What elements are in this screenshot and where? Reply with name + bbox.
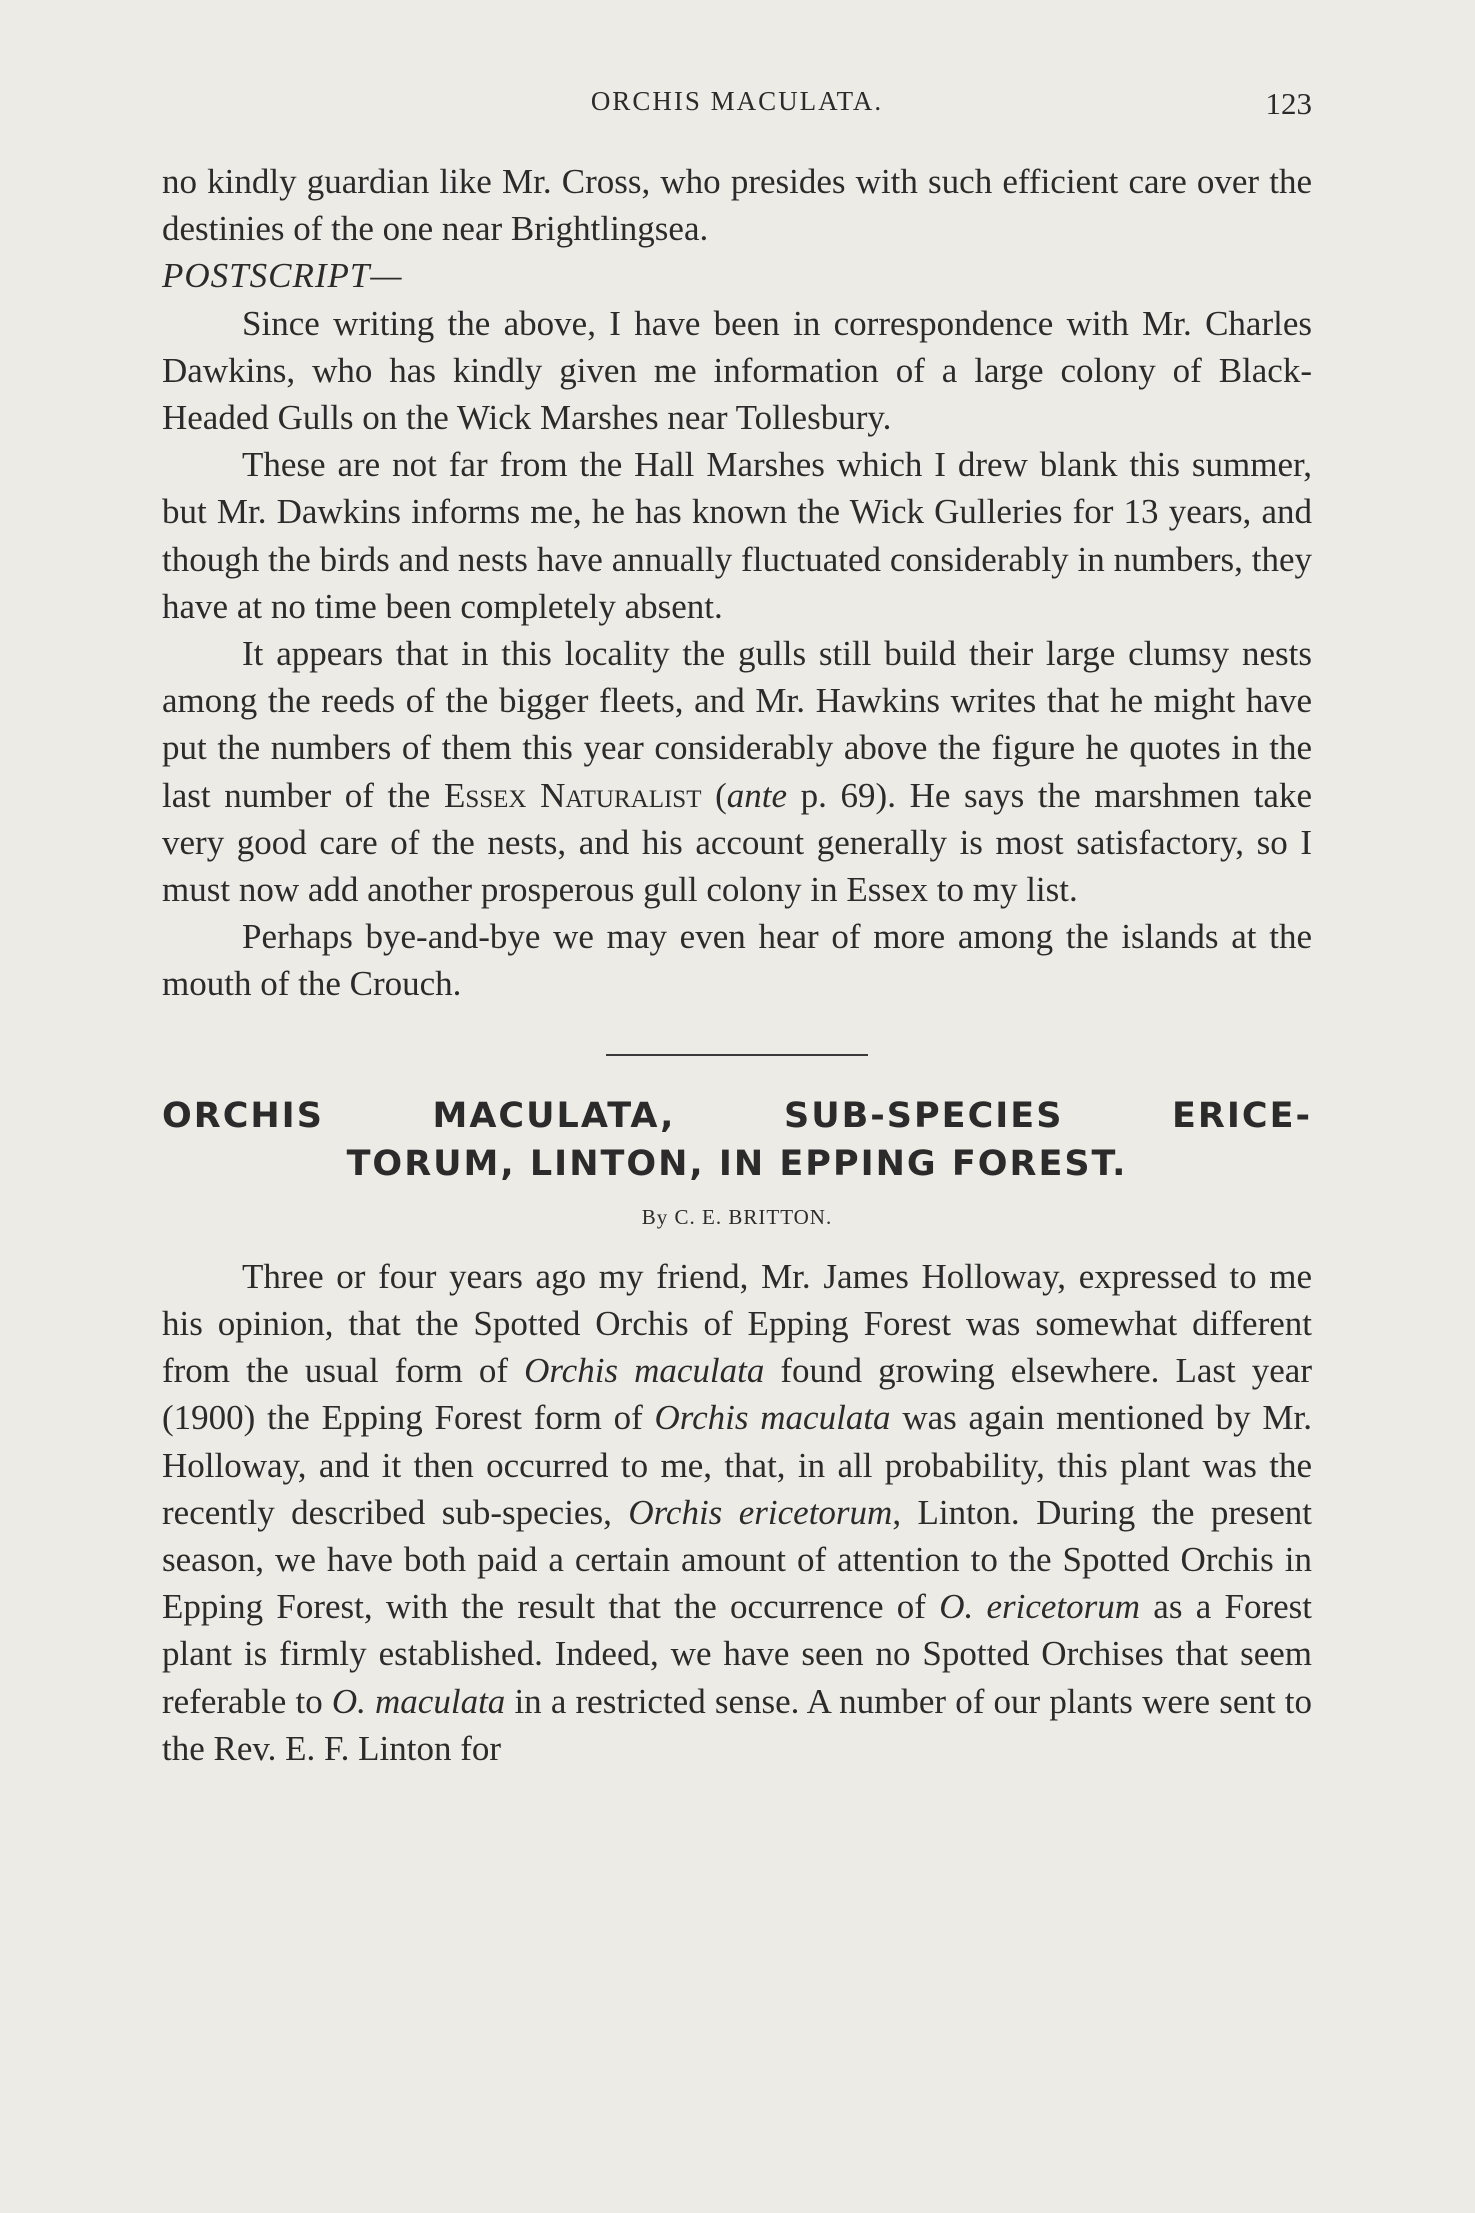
paragraph-text: p. 69). He says the marshmen take very good care of the nests, and his account generally is most satisfactory, so I must now add another prosperous gull colony in Essex to my list.	[162, 775, 1313, 910]
byline: By C. E. BRITTON.	[641, 1204, 833, 1229]
species-name: Orchis maculata	[654, 1398, 891, 1438]
paragraph-text: It appears that in this locality the gulls still build their large clumsy nests among the reeds of the bigger fleets, and Mr. Hawkins writes that he might have put the numbers of them this year considerably above the figure he quotes in the last number of the	[162, 634, 1312, 815]
paragraph-text: in a restricted sense. A number of our plants were sent to the Rev. E. F. Linton for	[162, 1681, 1312, 1768]
postscript-paragraph-4: Perhaps bye-and-bye we may even hear of more among the islands at the mouth of the Crouch.	[162, 917, 1312, 1004]
paragraph-text: as a Forest plant is firmly established. Indeed, we have seen no Spotted Orchises that seem referable to	[162, 1587, 1312, 1721]
postscript-heading: POSTSCRIPT—	[162, 256, 403, 296]
paragraph-text: (	[701, 775, 727, 815]
species-name: O. maculata	[331, 1681, 506, 1721]
species-name: Orchis ericetorum	[628, 1492, 893, 1532]
paragraph-text: found growing elsewhere. Last year (1900) the Epping Forest form of	[162, 1351, 1312, 1438]
running-head	[162, 86, 1312, 126]
continued-paragraph: no kindly guardian like Mr. Cross, who presides with such efficient care over the destinies of the one near Brightlingsea.	[162, 162, 1312, 249]
paragraph-text: Three or four years ago my friend, Mr. James Holloway, expressed to me his opinion, that the Spotted Orchis of Epping Forest was somewhat different from the usual form of	[162, 1256, 1312, 1391]
paragraph-text: , Linton. During the present season, we have both paid a certain amount of attention to the Spotted Orchis in Epping Forest, with the result that the occurrence of	[162, 1492, 1312, 1627]
article-title-line-1: ORCHIS MACULATA, SUB-SPECIES ERICE-	[162, 1095, 1312, 1136]
article-title	[162, 1092, 1312, 1188]
body-text	[162, 158, 1312, 1772]
paragraph-text: was again mentioned by Mr. Holloway, and it then occurred to me, that, in all probability, this plant was the recently described sub-species,	[162, 1398, 1312, 1532]
latin-reference: ante	[726, 775, 788, 815]
postscript-paragraph-2: These are not far from the Hall Marshes which I drew blank this summer, but Mr. Dawkins informs me, he has known the Wick Gulleries for 13 years, and though the birds and nests have annually fluctuated considerably in numbers, they have at no time been completely absent.	[162, 445, 1312, 626]
article-paragraph	[162, 1253, 1312, 1772]
article-title-line-2: TORUM, LINTON, IN EPPING FOREST.	[346, 1143, 1128, 1184]
section-divider	[606, 1054, 868, 1056]
postscript-paragraph-1: Since writing the above, I have been in correspondence with Mr. Charles Dawkins, who has kindly given me information of a large colony of Black-Headed Gulls on the Wick Marshes near Tollesbury.	[162, 303, 1312, 438]
species-name: O. ericetorum	[939, 1587, 1141, 1627]
journal-name: Essex Naturalist	[443, 775, 702, 815]
running-title: ORCHIS MACULATA.	[590, 86, 884, 116]
species-name: Orchis maculata	[524, 1351, 765, 1391]
page-number: 123	[1265, 86, 1312, 121]
postscript-paragraph-3	[162, 630, 1312, 913]
